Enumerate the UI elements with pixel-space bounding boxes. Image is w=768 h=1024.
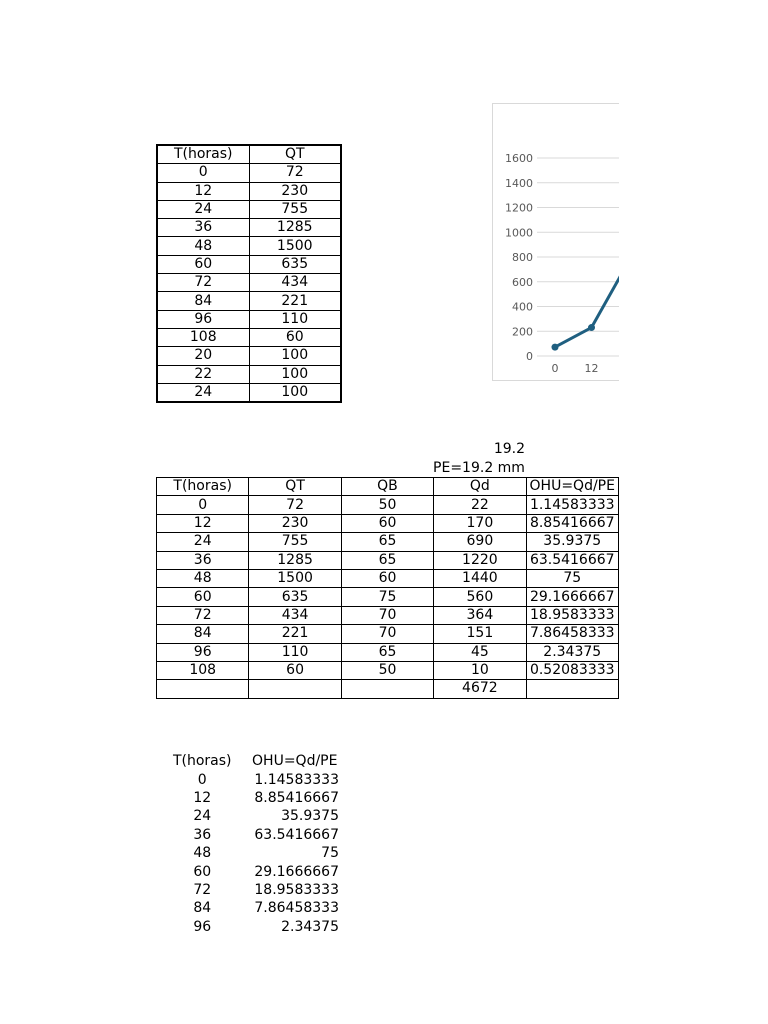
table-cell: 1500 [249,237,341,255]
table-cell: 434 [249,606,341,624]
table-row [156,918,341,936]
table-cell: 36 [157,551,249,569]
table-row [157,292,341,310]
header-cell: T(horas) [157,145,249,164]
table-header-row [156,752,341,770]
table-cell: 29.1666667 [254,863,339,880]
header-cell: OHU=Qd/PE [526,478,618,496]
table-cell: 84 [157,625,249,643]
table-row [157,255,341,273]
pe-value: 19.2 [493,441,525,457]
table-cell: 24 [157,383,249,402]
table-row [157,164,341,182]
hydrograph-table [156,144,342,403]
table-cell: 45 [434,643,526,661]
table-row [157,237,341,255]
table-cell: 8.85416667 [526,514,618,532]
table-row [157,328,341,346]
table-cell: 221 [249,625,341,643]
table-cell: 60 [341,569,433,587]
table-cell: 50 [341,496,433,514]
table-cell: 22 [157,365,249,383]
header-cell: Qd [434,478,526,496]
table-cell: 50 [341,661,433,679]
table-cell: 72 [157,606,249,624]
table-cell: 70 [341,625,433,643]
table-cell: 0.52083333 [526,661,618,679]
table-row [157,643,619,661]
table-cell: 690 [434,533,526,551]
table-row [157,383,341,402]
table-cell: 84 [157,292,249,310]
table-cell: 96 [157,310,249,328]
table-cell: 36 [157,219,249,237]
table-cell: 72 [249,496,341,514]
table-cell: 110 [249,310,341,328]
empty-cell [249,680,341,698]
table-cell: 108 [157,661,249,679]
table-cell: 1500 [249,569,341,587]
table-cell: 63.5416667 [526,551,618,569]
table-cell: 100 [249,365,341,383]
table-cell: 221 [249,292,341,310]
empty-cell [157,680,249,698]
table-cell: 60 [193,863,212,880]
table-row [157,365,341,383]
table-cell: 8.85416667 [254,789,339,806]
table-cell: 36 [193,826,212,843]
table-row [156,844,341,862]
header-cell: T(horas) [172,753,232,770]
table-cell: 63.5416667 [254,826,339,843]
table-cell: 230 [249,514,341,532]
table-cell: 75 [321,845,339,862]
table-row [156,899,341,917]
y-tick-label: 1600 [505,152,533,165]
table-cell: 29.1666667 [526,588,618,606]
table-cell: 60 [341,514,433,532]
table-cell: 100 [249,347,341,365]
table-cell: 110 [249,643,341,661]
table-cell: 2.34375 [281,918,339,935]
table-cell: 434 [249,274,341,292]
table-row [157,661,619,679]
table-cell: 65 [341,533,433,551]
table-row [157,496,619,514]
table-cell: 12 [157,182,249,200]
total-row [157,680,619,698]
table-cell: 24 [157,533,249,551]
table-cell: 84 [193,900,212,917]
table-row [157,625,619,643]
table-row [156,862,341,880]
table-cell: 48 [157,569,249,587]
table-cell: 65 [341,551,433,569]
table-row [157,182,341,200]
table-cell: 70 [341,606,433,624]
empty-cell [526,680,618,698]
header-cell: QT [249,478,341,496]
table-cell: 635 [249,588,341,606]
table-cell: 75 [526,569,618,587]
pe-label: PE=19.2 mm [433,460,525,476]
table-row [157,514,619,532]
data-point [552,344,559,351]
table-row [156,881,341,899]
table-cell: 12 [193,789,212,806]
table-row [157,569,619,587]
table-row [157,347,341,365]
y-tick-label: 1200 [505,201,533,215]
chart-canvas [493,104,619,380]
x-tick-label: 12 [584,362,599,375]
table-cell: 48 [157,237,249,255]
table-cell: 24 [157,200,249,218]
table-cell: 230 [249,182,341,200]
table-cell: 1.14583333 [526,496,618,514]
table-cell: 1.14583333 [254,771,339,788]
table-cell: 1285 [249,219,341,237]
header-cell: T(horas) [157,478,249,496]
table-cell: 560 [434,588,526,606]
y-tick-label: 600 [512,275,533,289]
table-cell: 7.86458333 [254,900,339,917]
table-cell: 170 [434,514,526,532]
table-cell: 24 [193,808,212,825]
y-tick-label: 0 [526,350,533,363]
table-cell: 65 [341,643,433,661]
table-cell: 100 [249,383,341,402]
y-tick-label: 400 [512,300,533,314]
header-cell: QT [249,145,341,164]
table-cell: 72 [193,881,212,898]
table-cell: 364 [434,606,526,624]
table-cell: 755 [249,533,341,551]
table-cell: 0 [197,771,207,788]
y-tick-label: 1400 [505,176,533,190]
table-cell: 72 [157,274,249,292]
table-cell: 60 [157,588,249,606]
y-tick-label: 800 [512,251,533,264]
table-cell: 60 [249,661,341,679]
ohu-table [156,752,341,936]
table-cell: 35.9375 [526,533,618,551]
table-cell: 10 [434,661,526,679]
y-tick-label: 1000 [505,226,533,240]
table-header-row [157,478,619,496]
table-cell: 755 [249,200,341,218]
table-row [156,826,341,844]
header-cell: OHU=Qd/PE [252,753,338,770]
table-cell: 18.9583333 [526,606,618,624]
table-header-row [157,145,341,164]
table-cell: 7.86458333 [526,625,618,643]
table-cell: 35.9375 [281,808,339,825]
table-cell: 48 [193,845,212,862]
header-cell: QB [341,478,433,496]
table-cell: 96 [193,918,212,935]
table-cell: 1440 [434,569,526,587]
total-qd-cell: 4672 [434,680,526,698]
table-cell: 1285 [249,551,341,569]
table-row [156,807,341,825]
table-cell: 635 [249,255,341,273]
table-row [157,533,619,551]
table-cell: 108 [157,328,249,346]
table-cell: 72 [249,164,341,182]
table-cell: 22 [434,496,526,514]
table-cell: 2.34375 [526,643,618,661]
table-cell: 18.9583333 [254,881,339,898]
table-row [157,200,341,218]
table-cell: 96 [157,643,249,661]
table-row [157,310,341,328]
y-tick-label: 200 [512,325,533,339]
table-row [157,274,341,292]
table-cell: 20 [157,347,249,365]
table-cell: 1220 [434,551,526,569]
table-row [156,789,341,807]
table-cell: 151 [434,625,526,643]
table-cell: 75 [341,588,433,606]
x-tick-label: 0 [551,362,559,375]
table-cell: 0 [157,164,249,182]
series-line [555,170,619,348]
table-row [157,606,619,624]
table-cell: 60 [157,255,249,273]
table-cell: 60 [249,328,341,346]
hydrograph-chart [492,103,619,381]
table-row [157,588,619,606]
empty-cell [341,680,433,698]
table-row [156,770,341,788]
table-row [157,219,341,237]
unit-hydrograph-table [156,477,619,699]
table-cell: 12 [157,514,249,532]
data-point [588,324,595,331]
table-row [157,551,619,569]
table-cell: 0 [157,496,249,514]
